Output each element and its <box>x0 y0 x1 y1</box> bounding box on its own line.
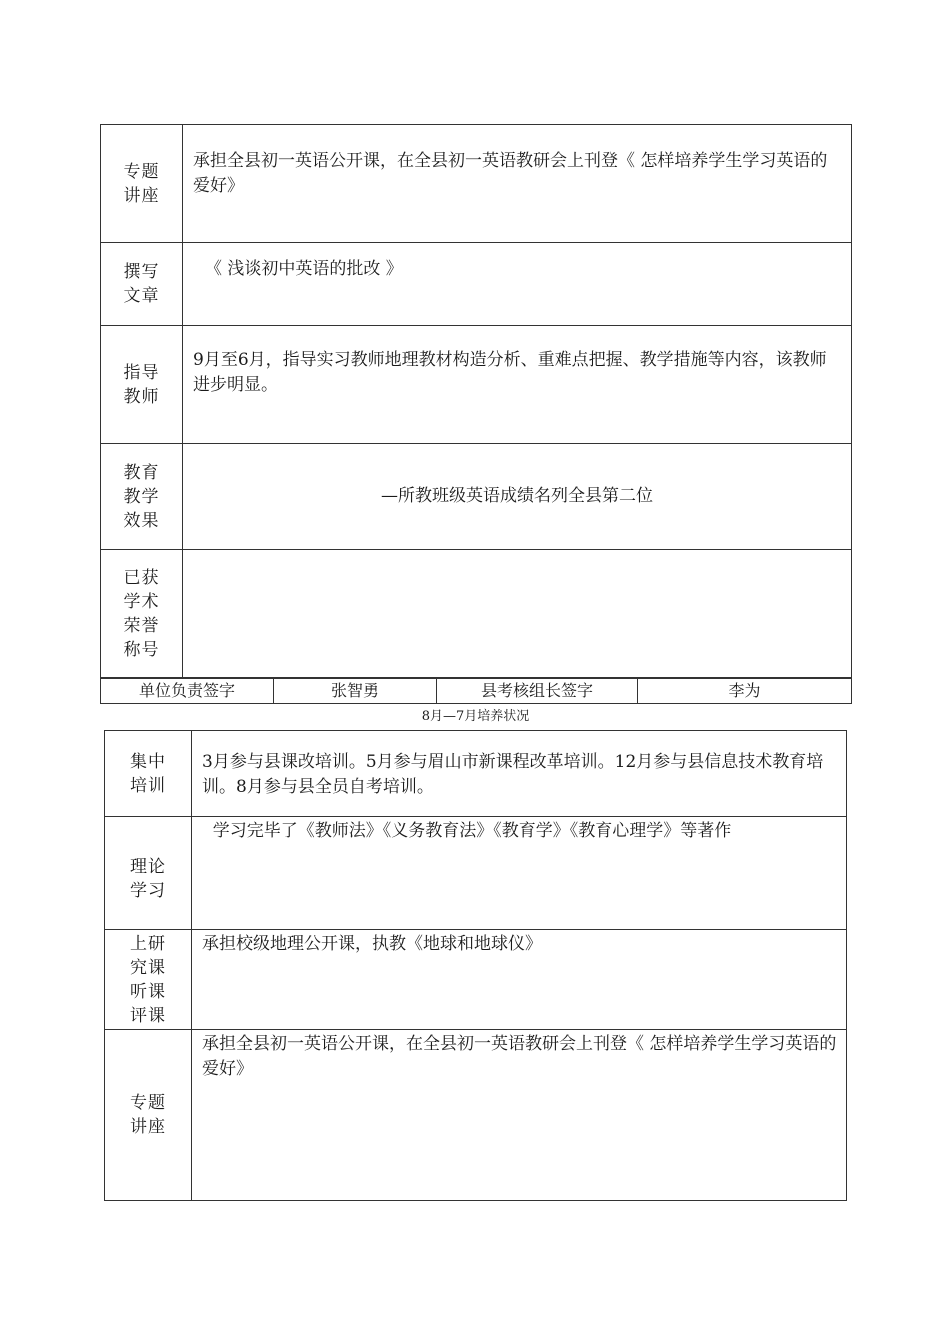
training-table <box>104 730 847 1201</box>
label-text: 上研 究课 听课 评课 <box>130 933 166 1026</box>
row-label-training <box>105 731 192 817</box>
label-text: 专题 讲座 <box>130 1093 166 1137</box>
row-label-lectures-2 <box>105 1030 192 1201</box>
content-text: 9月至6月，指导实习教师地理教材构造分析、重难点把握、教学措施等内容，该教师进步明显。 <box>193 350 827 395</box>
row-content-teaching-results <box>183 444 852 550</box>
row-content-training <box>192 731 847 817</box>
label-text: 已获 学术 荣誉 称号 <box>123 567 160 660</box>
content-text: 3月参与县课改培训。5月参与眉山市新课程改革培训。12月参与县信息技术教育培训。8月参与县全员自考培训。 <box>202 752 824 797</box>
section-caption: 8月—7月培养状况 <box>421 709 530 724</box>
row-label-mentoring <box>101 326 183 444</box>
signature-row <box>100 678 852 704</box>
row-label-teaching-results <box>101 444 183 550</box>
label-text: 集中 培训 <box>130 751 166 796</box>
county-signature-label: 县考核组长签字 <box>437 679 638 704</box>
content-text: —所教班级英语成绩名列全县第二位 <box>381 486 653 506</box>
row-label-lectures <box>101 125 183 243</box>
row-content-lectures-2 <box>192 1030 847 1201</box>
label-text: 撰写 文章 <box>123 262 160 306</box>
label-text: 教育 教学 效果 <box>123 462 160 531</box>
table1-main <box>100 124 852 678</box>
row-content-lectures <box>183 125 852 243</box>
row-content-research-lessons <box>192 930 847 1030</box>
row-content-articles <box>183 243 852 326</box>
content-text: 学习完毕了《教师法》《义务教育法》《教育学》《教育心理学》等著作 <box>202 821 732 841</box>
unit-signature-name: 张智勇 <box>274 679 437 704</box>
content-text: 《 浅谈初中英语的批改 》 <box>205 259 403 279</box>
row-label-theory <box>105 817 192 930</box>
label-text: 理论 学习 <box>130 857 166 901</box>
row-label-research-lessons <box>105 930 192 1030</box>
label-text: 专题 讲座 <box>123 161 160 206</box>
unit-signature-label: 单位负责签字 <box>101 679 274 704</box>
row-label-honors <box>101 550 183 678</box>
content-text: 承担全县初一英语公开课，在全县初一英语教研会上刊登《 怎样培养学生学习英语的爱好》 <box>202 1034 837 1079</box>
row-content-theory <box>192 817 847 930</box>
label-text: 指导 教师 <box>123 362 160 407</box>
content-text: 承担校级地理公开课，执教《地球和地球仪》 <box>202 934 542 954</box>
row-label-articles <box>101 243 183 326</box>
county-signature-name: 李为 <box>638 679 852 704</box>
row-content-mentoring <box>183 326 852 444</box>
row-content-honors <box>183 550 852 678</box>
content-text: 承担全县初一英语公开课，在全县初一英语教研会上刊登《 怎样培养学生学习英语的爱好》 <box>193 151 828 196</box>
